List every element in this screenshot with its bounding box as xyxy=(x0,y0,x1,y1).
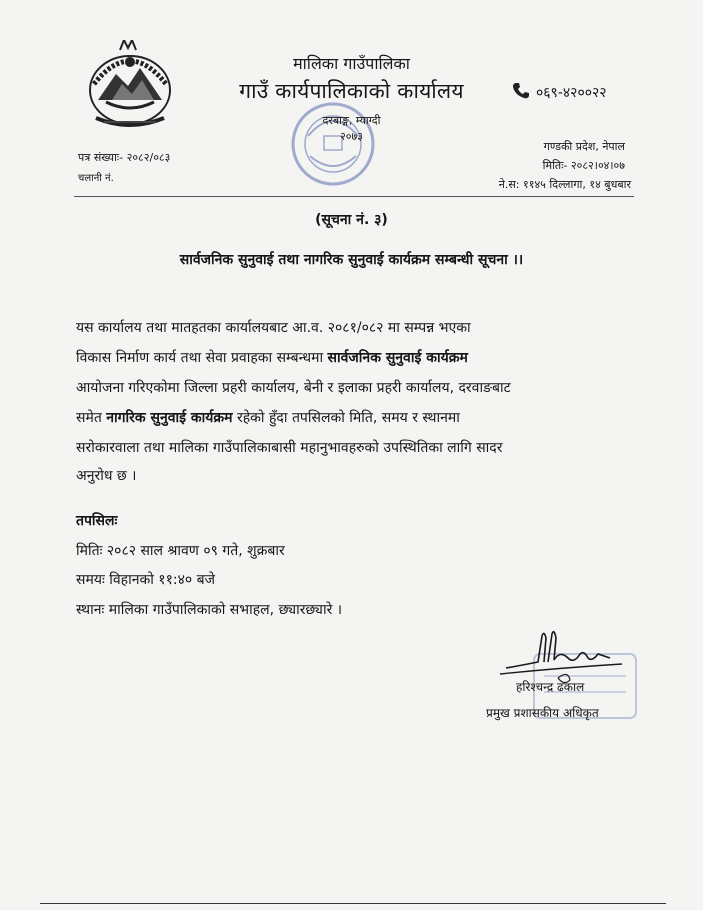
details-heading: तपसिलः xyxy=(76,513,118,529)
notice-subject: सार्वजनिक सुनुवाई तथा नागरिक सुनुवाई कार्यक्रम सम्बन्धी सूचना ।। xyxy=(179,252,524,268)
phone-contact xyxy=(512,82,607,102)
body-line xyxy=(76,408,460,427)
event-venue: स्थानः मालिका गाउँपालिकाको सभाहल, छ्यारछ्यारे । xyxy=(76,602,343,618)
body-bold-text: सार्वजनिक सुनुवाई कार्यक्रम xyxy=(327,350,468,366)
body-line: सरोकारवाला तथा मालिका गाउँपालिकाबासी महानुभावहरुको उपस्थितिका लागि सादर xyxy=(76,440,503,456)
body-line: अनुरोध छ । xyxy=(76,468,137,484)
reference-number: पत्र संख्याः- २०८२/०८३ xyxy=(78,151,171,164)
header-divider xyxy=(74,196,634,197)
body-line: आयोजना गरिएकोमा जिल्ला प्रहरी कार्यालय, बेनी र इलाका प्रहरी कार्यालय, दरवाङबाट xyxy=(76,380,511,396)
notice-number: (सूचना नं. ३) xyxy=(315,212,388,228)
phone-icon xyxy=(512,82,530,100)
signatory-name: हरिश्चन्द्र ढकाल xyxy=(516,680,585,694)
footer-divider xyxy=(40,903,666,904)
body-text: समेत xyxy=(76,410,107,426)
phone-number: ०६९-४२००२२ xyxy=(536,85,607,101)
office-name: गाउँ कार्यपालिकाको कार्यालय xyxy=(239,79,464,103)
province-name: गण्डकी प्रदेश, नेपाल xyxy=(543,140,625,153)
body-line xyxy=(76,348,468,367)
body-line: यस कार्यालय तथा मातहतका कार्यालयबाट आ.व. २०८१/०८२ मा सम्पन्न भएका xyxy=(76,320,471,336)
event-date: मितिः २०८२ साल श्रावण ०९ गते, शुक्रबार xyxy=(76,543,285,559)
office-stamp xyxy=(278,96,388,192)
letter-date: मितिः- २०८२।०४।०७ xyxy=(542,159,625,172)
established-year: २०७३ xyxy=(340,130,363,143)
body-text: विकास निर्माण कार्य तथा सेवा प्रवाहका सम्बन्धमा xyxy=(76,350,328,366)
event-time: समयः विहानको ११:४० बजे xyxy=(76,572,215,588)
body-bold-text: नागरिक सुनुवाई कार्यक्रम xyxy=(106,410,233,426)
municipality-name: मालिका गाउँपालिका xyxy=(293,54,410,73)
office-address: दरबाङ्ग, म्याग्दी xyxy=(322,114,381,127)
body-text: रहेको हुँदा तपसिलको मिति, समय र स्थानमा xyxy=(232,410,460,426)
nepal-samvat-date: ने.स: ११४५ दिल्लागा, १४ बुधबार xyxy=(498,178,631,191)
signatory-designation: प्रमुख प्रशासकीय अधिकृत xyxy=(486,706,599,720)
dispatch-number: चलानी नं. xyxy=(78,173,114,184)
